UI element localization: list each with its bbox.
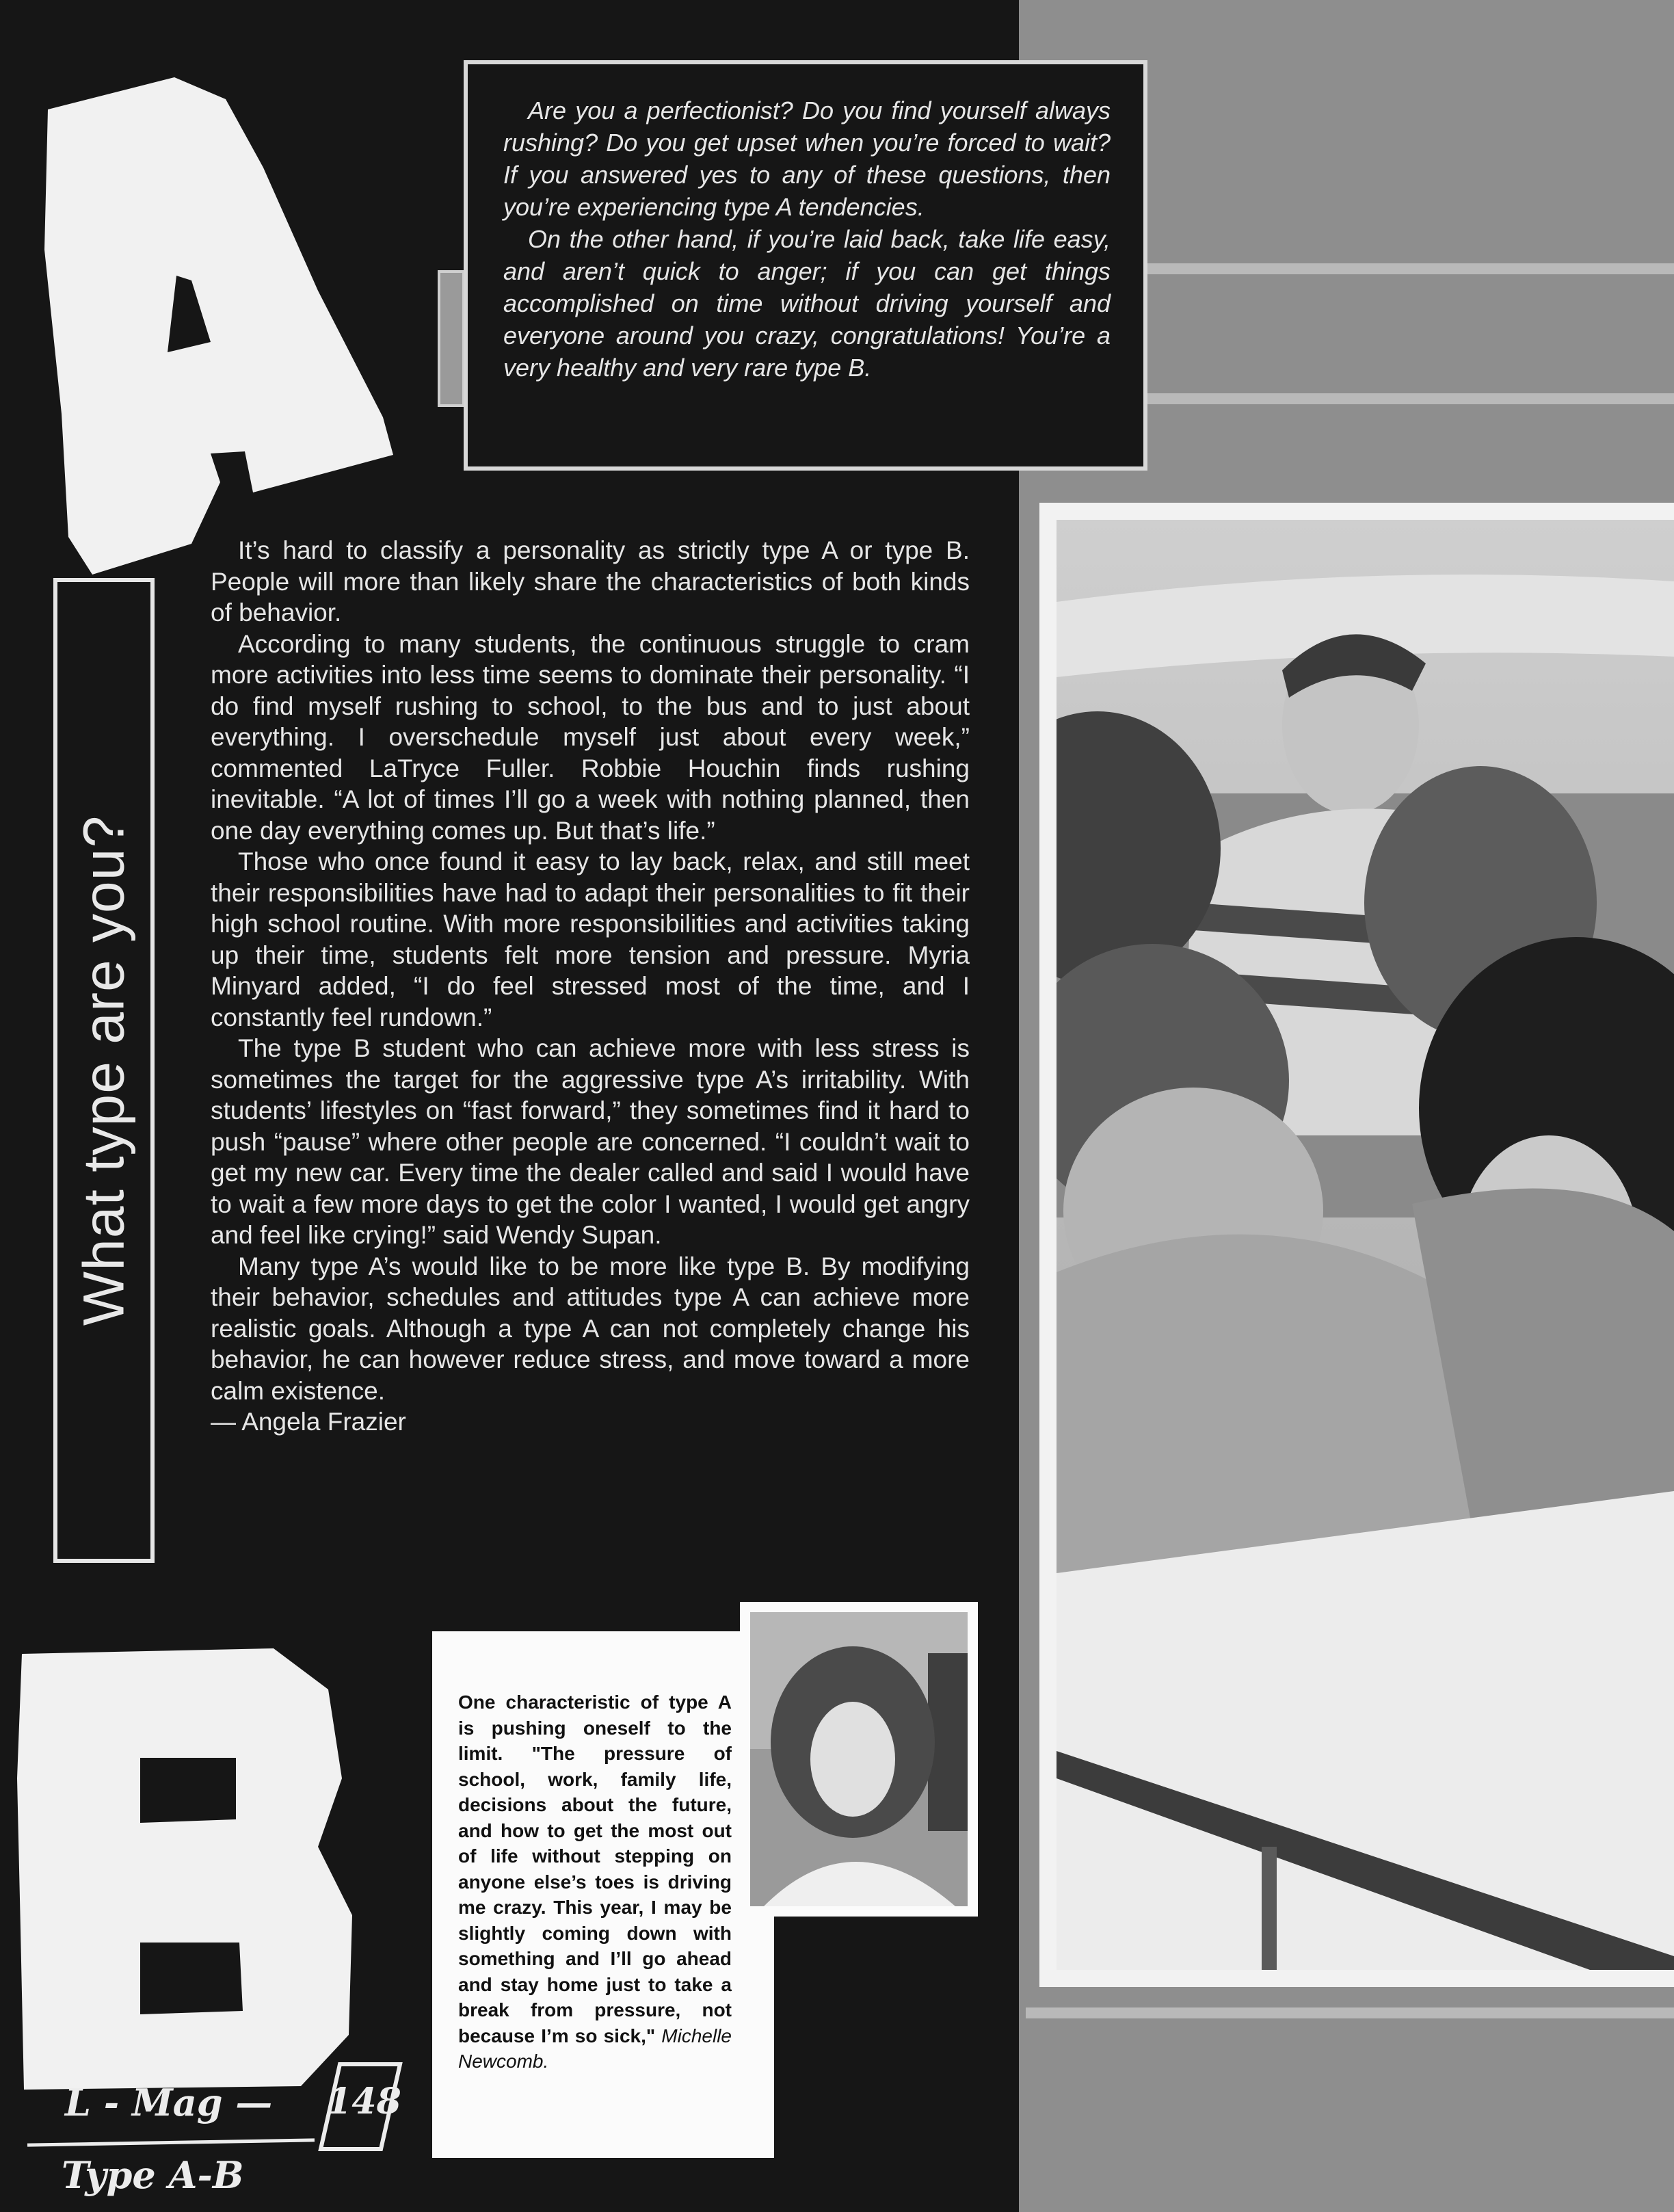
letter-b-graphic — [7, 1642, 362, 2093]
article-paragraph: Many type A’s would like to be more like type B. By modifying their behavior, schedules and attitudes type A can achieve more realistic goals. Although a type A can not completely change his behavior, he can however reduce stress, and move toward a more calm existence. — [211, 1252, 970, 1405]
students-photo — [1057, 520, 1674, 1970]
caption-author: Michelle Newcomb. — [458, 2025, 732, 2072]
intro-box — [464, 60, 1147, 471]
page-number: 148 — [327, 2081, 401, 2122]
article-body — [211, 535, 970, 1438]
article-paragraph: The type B student who can achieve more with less stress is sometimes the target for the aggressive type A’s irritability. With students’ lifestyles on “fast forward,” they sometimes find it hard to push “pause” where other people are concerned. “I couldn’t wait to get my new car. Every time the dealer called and said I would have to wait a few more days to get the color I wanted, I would get angry and feel like crying!” said Wendy Supan. — [211, 1034, 970, 1249]
caption-text: One characteristic of type A is pushing oneself to the limit. "The pressure of school, work, family life, decisions about the future, and how to get the most out of life without stepping on anyone else’s toes is driving me crazy. This year, I may be slightly coming down with something and I’ll go ahead and stay home just to take a break from pressure, not because I’m so sick," — [458, 1691, 732, 2046]
letter-a-graphic — [27, 72, 410, 578]
photo-caption — [458, 1689, 732, 2075]
article-paragraph: It’s hard to classify a personality as strictly type A or type B. People will more than likely share the characteristics of both kinds of behavior. — [211, 536, 970, 627]
gray-stripe — [1026, 2007, 1674, 2018]
portrait-photo — [750, 1612, 968, 1906]
intro-paragraph: On the other hand, if you’re laid back, take life easy, and aren’t quick to anger; if you can get things accomplished on time without driving yourself and everyone around you crazy, congratulations! You’re a very healthy and very rare type B. — [503, 225, 1111, 382]
sidebar-title: What type are you? — [71, 815, 136, 1326]
article-paragraph: According to many students, the continuous struggle to cram more activities into less time seems to dominate their personality. “I do find myself rushing to school, to the bus and to just about everything. I overschedule myself just about every week,” commented LaTryce Fuller. Robbie Houchin finds rushing inevitable. “A lot of times I’ll go a week with nothing planned, then one day everything comes up. But that’s life.” — [211, 629, 970, 845]
footer-magazine-name: L - Mag — — [65, 2081, 273, 2124]
article-byline: — Angela Frazier — [211, 1408, 406, 1436]
footer-section-name: Type A-B — [62, 2153, 244, 2197]
intro-box-tab — [438, 270, 465, 407]
article-paragraph: Those who once found it easy to lay back, relax, and still meet their responsibilities have had to adapt their personalities to fit their high school routine. With more responsibilities and activities taking up their time, students felt more tension and pressure. Myria Minyard added, “I do feel stressed most of the time, and I constantly feel rundown.” — [211, 847, 970, 1031]
intro-paragraph: Are you a perfectionist? Do you find yourself always rushing? Do you get upset when you’re forced to wait? If you answered yes to any of these questions, then you’re experiencing type A tendencies. — [503, 96, 1111, 221]
